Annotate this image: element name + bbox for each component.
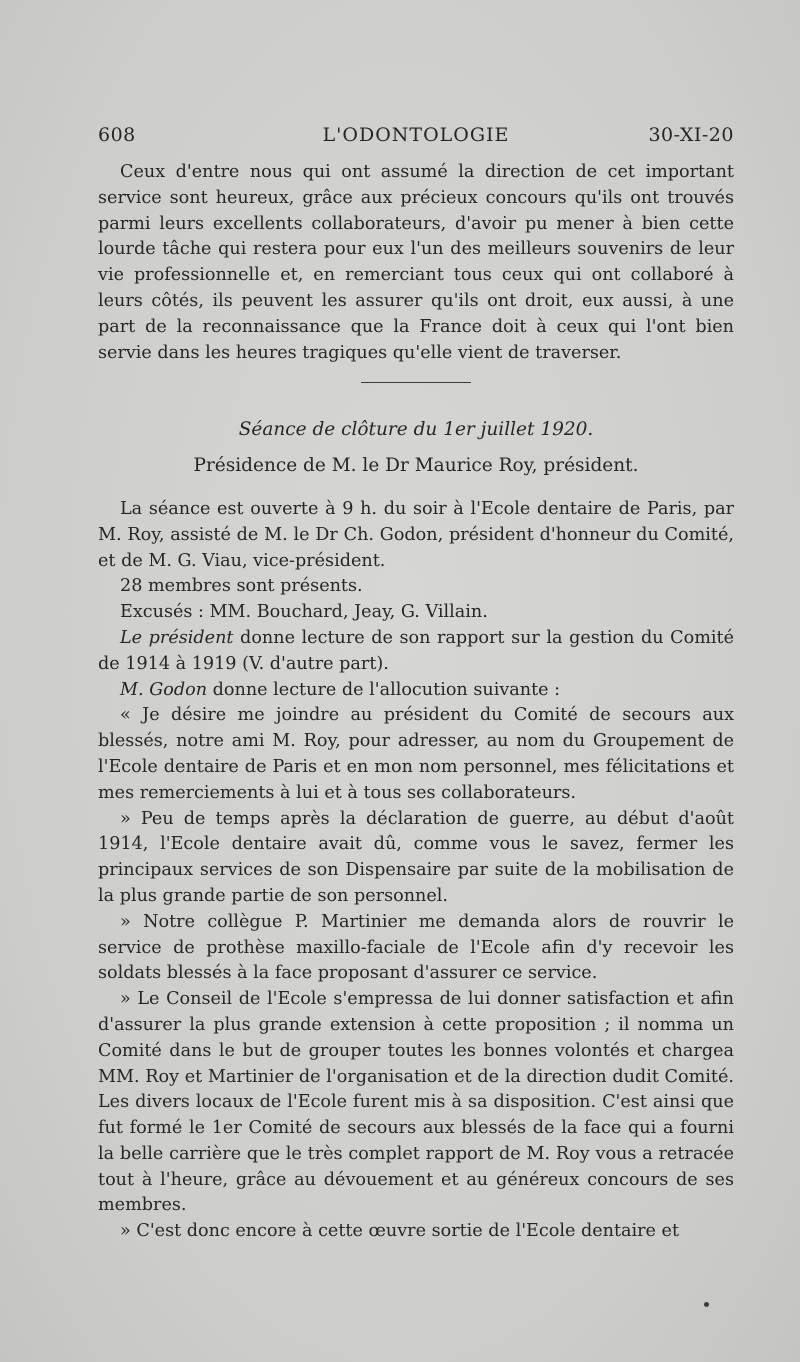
session-title: Séance de clôture du 1er juillet 1920. [238, 419, 594, 441]
speech-paragraph: » Peu de temps après la déclaration de guerre, au début d'août 1914, l'Ecole dentaire avait dû, comme vous le savez, fermer les principaux services de son Dispensaire par suite de la mobilisation de la plus grande partie de son personnel. [98, 808, 734, 906]
journal-title: L'ODONTOLOGIE [322, 124, 510, 146]
speech-paragraph: » Le Conseil de l'Ecole s'empressa de lui donner satisfaction et afin d'assurer la plus grande extension à cette proposition ; il nomma un Comité dans le but de grouper toutes les bonnes volontés et chargea MM. Roy et Martinier de l'organisation et de la direction dudit Comité. Les divers locaux de l'Ecole furent mis à sa disposition. C'est ainsi que fut formé le 1er Comité de secours aux blessés de la face qui a fourni la belle carrière que le très complet rapport de M. Roy vous a retracée tout à l'heure, grâce au dévouement et au généreux concours de ses membres. [98, 989, 734, 1216]
page-number: 608 [98, 124, 136, 146]
excused-members: Excusés : MM. Bouchard, Jeay, G. Villain. [120, 602, 488, 623]
speech-paragraph: » Notre collègue P. Martinier me demanda alors de rouvrir le service de prothèse maxillo-faciale de l'Ecole afin d'y recevoir les soldats blessés à la face proposant d'assurer ce service. [98, 911, 734, 984]
running-header [98, 124, 734, 152]
print-speck [704, 1302, 709, 1307]
president-report [98, 626, 734, 678]
session-presidency: Présidence de M. le Dr Maurice Roy, président. [193, 455, 639, 477]
issue-date: 30-XI-20 [648, 124, 734, 146]
minutes-opening: La séance est ouverte à 9 h. du soir à l'Ecole dentaire de Paris, par M. Roy, assisté de M. le Dr Ch. Godon, président d'honneur du Comité, et de M. G. Viau, vice-président. [98, 498, 734, 571]
speech-paragraph: « Je désire me joindre au président du Comité de secours aux blessés, notre ami M. Roy, pour adresser, au nom du Groupement de l'Ecole dentaire de Paris et en mon nom personnel, mes félicitations et mes remerciements à lui et à tous ses collaborateurs. [98, 705, 734, 803]
closing-paragraph: Ceux d'entre nous qui ont assumé la direction de cet important service sont heureux, grâce aux précieux concours qu'ils ont trouvés parmi leurs excellents collaborateurs, d'avoir pu mener à bien cette lourde tâche qui restera pour eux l'un des meilleurs souvenirs de leur vie professionnelle et, en remerciant tous ceux qui ont collaboré à leurs côtés, ils peuvent les assurer qu'ils ont droit, eux aussi, à une part de la reconnaissance que la France doit à ceux qui l'ont bien servie dans les heures tragiques qu'elle vient de traverser. [98, 162, 734, 363]
speech-paragraph: » C'est donc encore à cette œuvre sortie de l'Ecole dentaire et [120, 1221, 680, 1242]
president-report-text: donne lecture de son rapport sur la gestion du Comité de 1914 à 1919 (V. d'autre part). [98, 627, 734, 674]
godon-intro-text: donne lecture de l'allocution suivante : [207, 679, 561, 700]
godon-intro [98, 678, 734, 704]
speaker-godon: M. Godon [120, 679, 208, 700]
section-divider [361, 382, 471, 383]
attendance-count: 28 membres sont présents. [120, 576, 363, 597]
speaker-president: Le président [120, 627, 234, 648]
article-body [98, 160, 734, 1245]
